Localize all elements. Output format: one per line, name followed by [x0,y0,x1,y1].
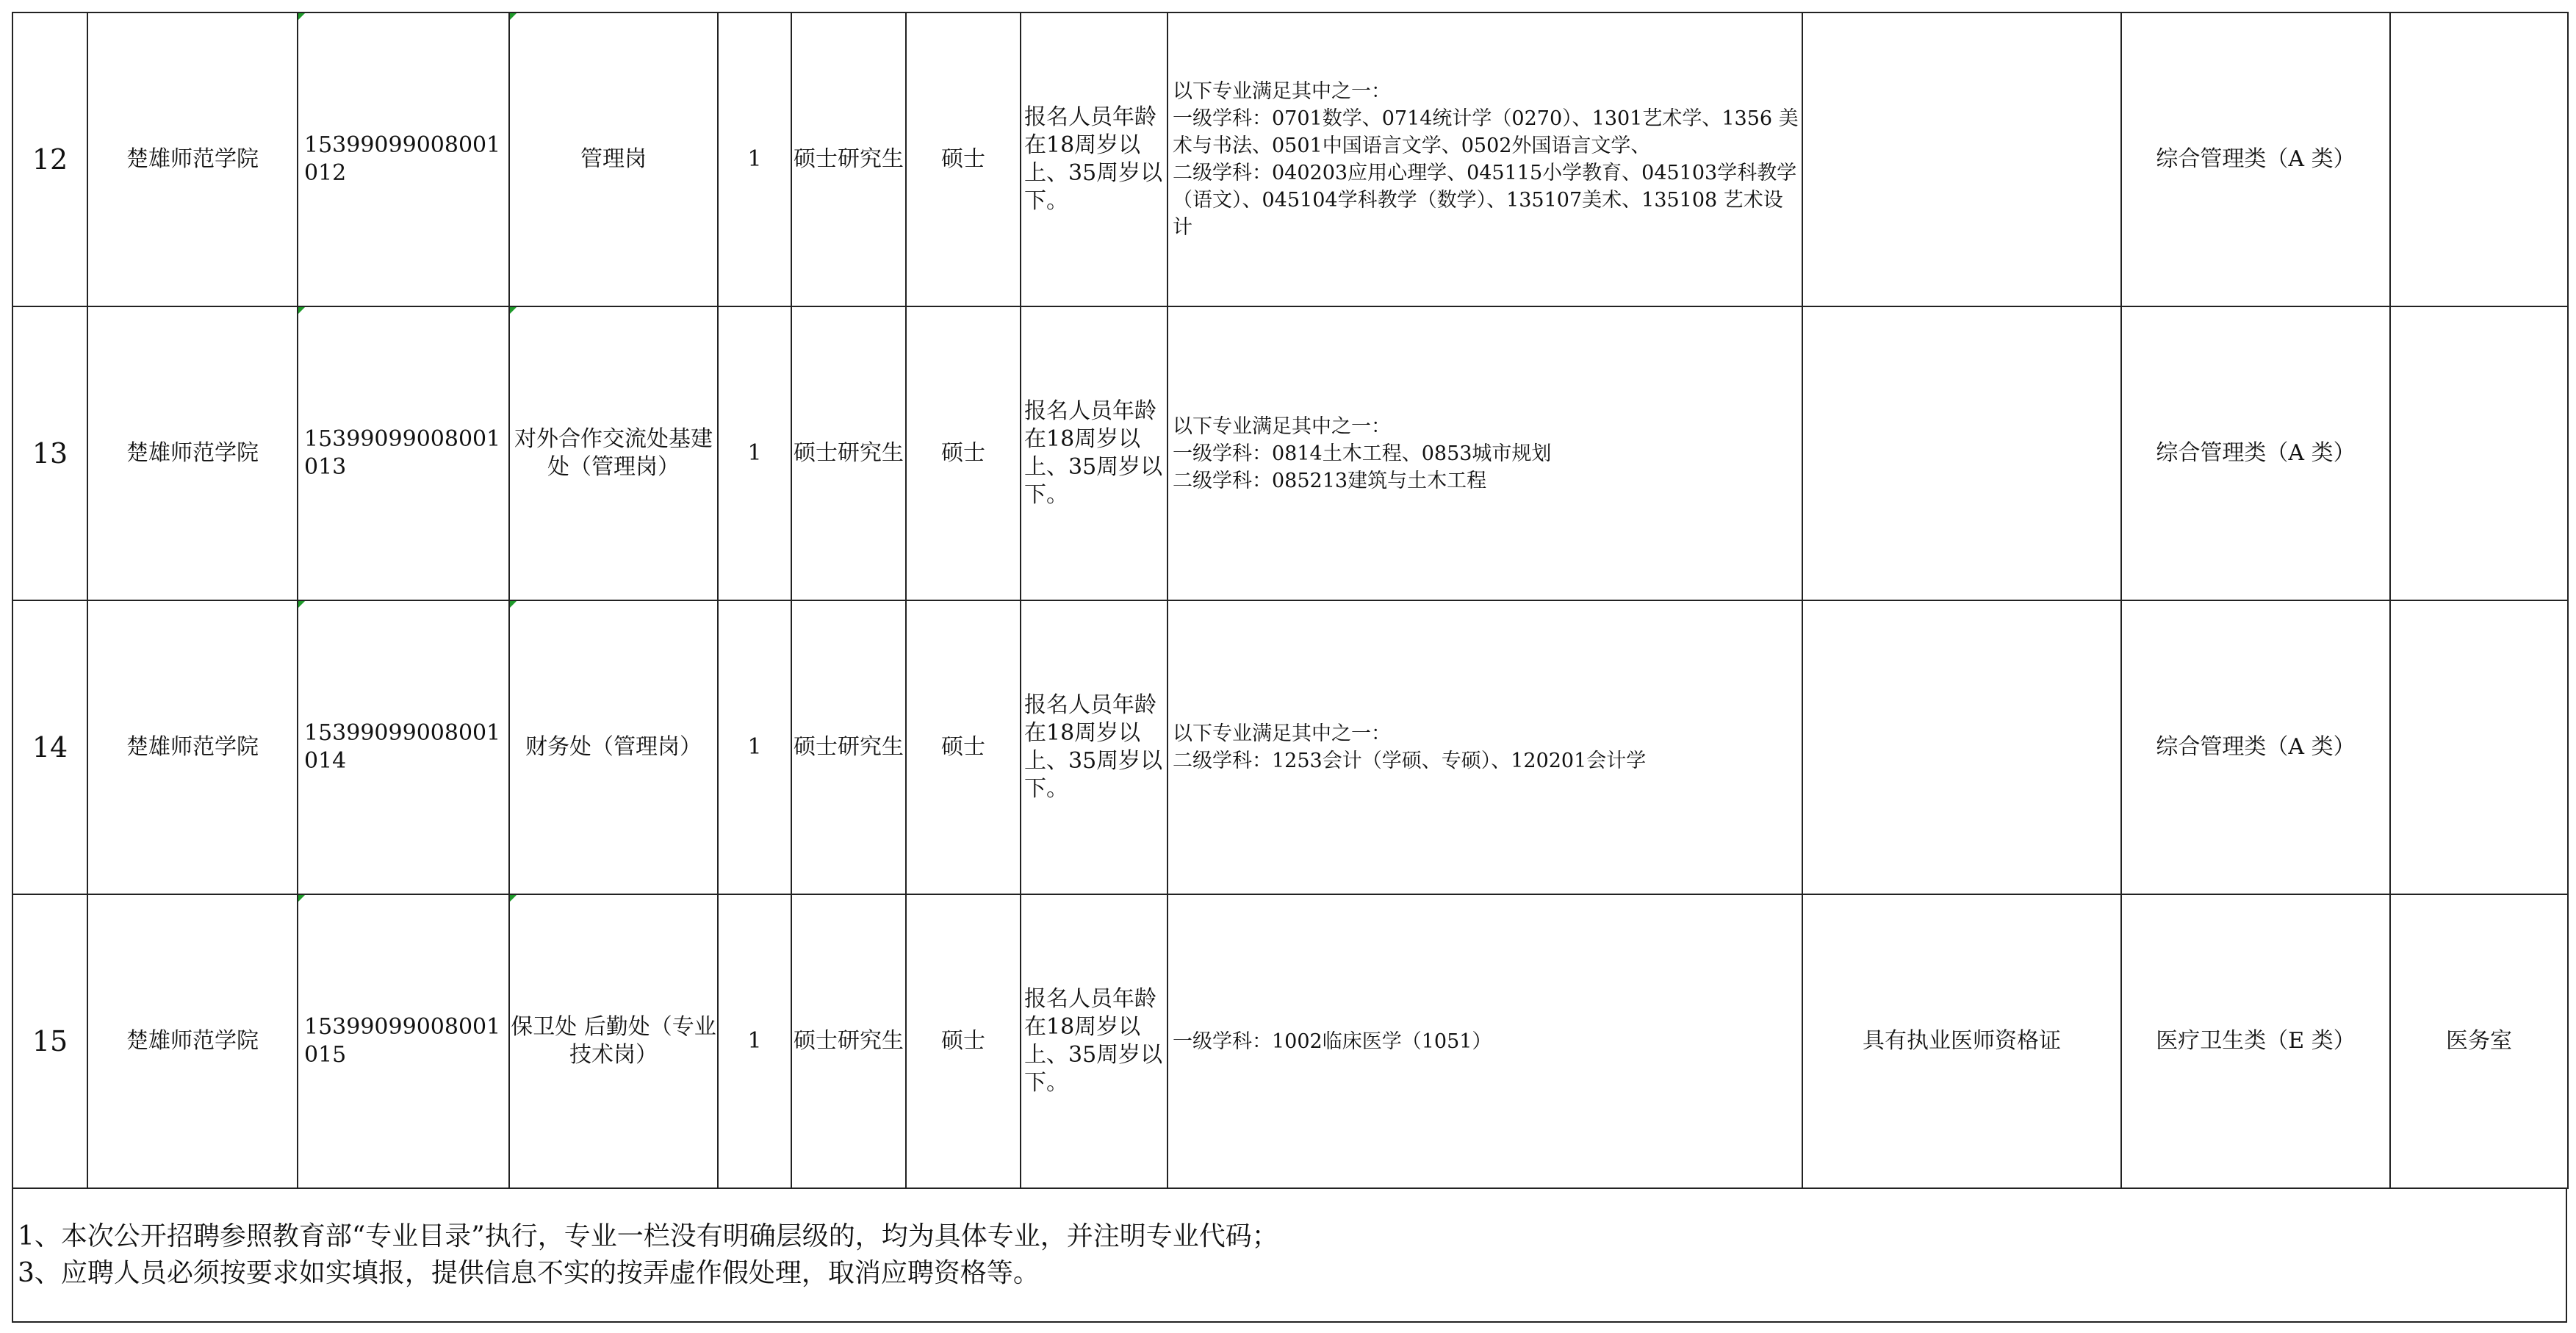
cell-comment-marker-icon [510,307,517,314]
cell-unit-text: 楚雄师范学院 [126,1028,259,1054]
cell-position-name-text: 管理岗 [580,146,647,172]
cell-education-text: 硕士研究生 [794,440,904,466]
cell-age-requirement-text: 报名人员年龄在18周岁以上、35周岁以下。 [1024,692,1163,802]
cell-position-code-text: 15399099008001013 [304,426,501,480]
cell-unit [87,306,298,600]
cell-position-name [509,600,718,894]
cell-comment-marker-icon [510,13,517,20]
cell-headcount [718,12,791,306]
cell-headcount-text: 1 [747,440,762,466]
cell-headcount-text: 1 [747,146,762,172]
cell-headcount-text: 1 [747,1028,762,1054]
cell-exam-category [2121,894,2390,1188]
cell-other-requirement [1802,600,2121,894]
cell-unit-text: 楚雄师范学院 [126,734,259,760]
cell-other-requirement [1802,894,2121,1188]
cell-major-requirement [1168,12,1802,306]
cell-age-requirement-text: 报名人员年龄在18周岁以上、35周岁以下。 [1024,398,1163,508]
cell-exam-category-text: 医疗卫生类（E 类） [2156,1028,2356,1054]
cell-degree [906,12,1021,306]
cell-degree [906,600,1021,894]
cell-headcount [718,306,791,600]
cell-unit-text: 楚雄师范学院 [126,440,259,466]
cell-exam-category-text: 综合管理类（A 类） [2156,734,2356,760]
cell-comment-marker-icon [298,13,305,20]
table-row [12,306,2568,600]
cell-degree-text: 硕士 [941,146,985,172]
cell-headcount [718,894,791,1188]
cell-major-requirement-text: 一级学科：1002临床医学（1051） [1173,1030,1492,1053]
cell-position-code-text: 15399099008001012 [304,132,501,186]
cell-major-requirement [1168,600,1802,894]
note-line-2: 3、应聘人员必须按要求如实填报，提供信息不实的按弄虚作假处理，取消应聘资格等。 [18,1258,1040,1288]
cell-position-name [509,894,718,1188]
cell-comment-marker-icon [298,895,305,902]
cell-age-requirement [1021,12,1168,306]
cell-headcount [718,600,791,894]
cell-headcount-text: 1 [747,734,762,760]
cell-major-requirement-text: 以下专业满足其中之一： 一级学科：0701数学、0714统计学（0270）、1301艺术学、1356 美术与书法、0501中国语言文学、0502外国语言文学、 二级学科：040203应用心理学、045115小学教育、045103学科教学（语文）、045104学科教学（数学）、135107美术、135108 艺术设计 [1173,80,1799,239]
cell-serial-number-text: 13 [32,437,68,470]
cell-major-requirement [1168,894,1802,1188]
table-row [12,12,2568,306]
cell-education [791,12,906,306]
table-row [12,894,2568,1188]
cell-position-name-text: 财务处（管理岗） [525,734,702,760]
cell-remark [2390,12,2568,306]
cell-unit [87,12,298,306]
note-line-1: 1、本次公开招聘参照教育部“专业目录”执行，专业一栏没有明确层级的，均为具体专业，并注明专业代码； [18,1221,1278,1251]
notes-section [12,1189,2567,1323]
cell-position-code [298,600,509,894]
recruitment-table [12,12,2569,1189]
cell-exam-category-text: 综合管理类（A 类） [2156,146,2356,172]
cell-unit-text: 楚雄师范学院 [126,146,259,172]
cell-degree [906,306,1021,600]
cell-major-requirement [1168,306,1802,600]
cell-degree-text: 硕士 [941,734,985,760]
cell-position-code [298,894,509,1188]
cell-exam-category-text: 综合管理类（A 类） [2156,440,2356,466]
cell-serial-number [12,894,87,1188]
cell-age-requirement [1021,600,1168,894]
cell-age-requirement [1021,894,1168,1188]
cell-serial-number-text: 15 [32,1025,68,1057]
cell-unit [87,600,298,894]
cell-comment-marker-icon [510,895,517,902]
cell-position-name [509,12,718,306]
cell-serial-number [12,306,87,600]
cell-unit [87,894,298,1188]
cell-position-code-text: 15399099008001014 [304,720,501,774]
cell-other-requirement-text: 具有执业医师资格证 [1863,1028,2061,1054]
positions-grid [12,12,2569,1189]
cell-position-name-text: 对外合作交流处基建处（管理岗） [514,426,713,480]
cell-exam-category [2121,600,2390,894]
cell-education [791,306,906,600]
cell-position-name [509,306,718,600]
cell-education-text: 硕士研究生 [794,734,904,760]
cell-remark [2390,306,2568,600]
cell-remark [2390,894,2568,1188]
cell-comment-marker-icon [298,307,305,314]
cell-exam-category [2121,12,2390,306]
cell-serial-number [12,600,87,894]
table-row [12,600,2568,894]
cell-degree-text: 硕士 [941,440,985,466]
cell-position-code [298,306,509,600]
cell-education-text: 硕士研究生 [794,146,904,172]
cell-comment-marker-icon [298,601,305,608]
cell-education [791,600,906,894]
cell-remark [2390,600,2568,894]
cell-remark-text: 医务室 [2446,1028,2512,1054]
cell-serial-number-text: 12 [32,143,68,176]
cell-other-requirement [1802,306,2121,600]
table-body [12,12,2568,1188]
cell-comment-marker-icon [510,601,517,608]
cell-position-name-text: 保卫处 后勤处（专业技术岗） [511,1014,716,1068]
cell-education-text: 硕士研究生 [794,1028,904,1054]
cell-education [791,894,906,1188]
cell-position-code [298,12,509,306]
cell-degree [906,894,1021,1188]
cell-major-requirement-text: 以下专业满足其中之一： 二级学科：1253会计（学硕、专硕）、120201会计学 [1173,722,1647,772]
cell-position-code-text: 15399099008001015 [304,1014,501,1068]
cell-serial-number-text: 14 [32,731,68,763]
cell-serial-number [12,12,87,306]
cell-degree-text: 硕士 [941,1028,985,1054]
cell-exam-category [2121,306,2390,600]
cell-age-requirement-text: 报名人员年龄在18周岁以上、35周岁以下。 [1024,986,1163,1096]
cell-other-requirement [1802,12,2121,306]
cell-age-requirement-text: 报名人员年龄在18周岁以上、35周岁以下。 [1024,104,1163,214]
cell-major-requirement-text: 以下专业满足其中之一： 一级学科：0814土木工程、0853城市规划 二级学科：085213建筑与土木工程 [1173,414,1552,492]
cell-age-requirement [1021,306,1168,600]
